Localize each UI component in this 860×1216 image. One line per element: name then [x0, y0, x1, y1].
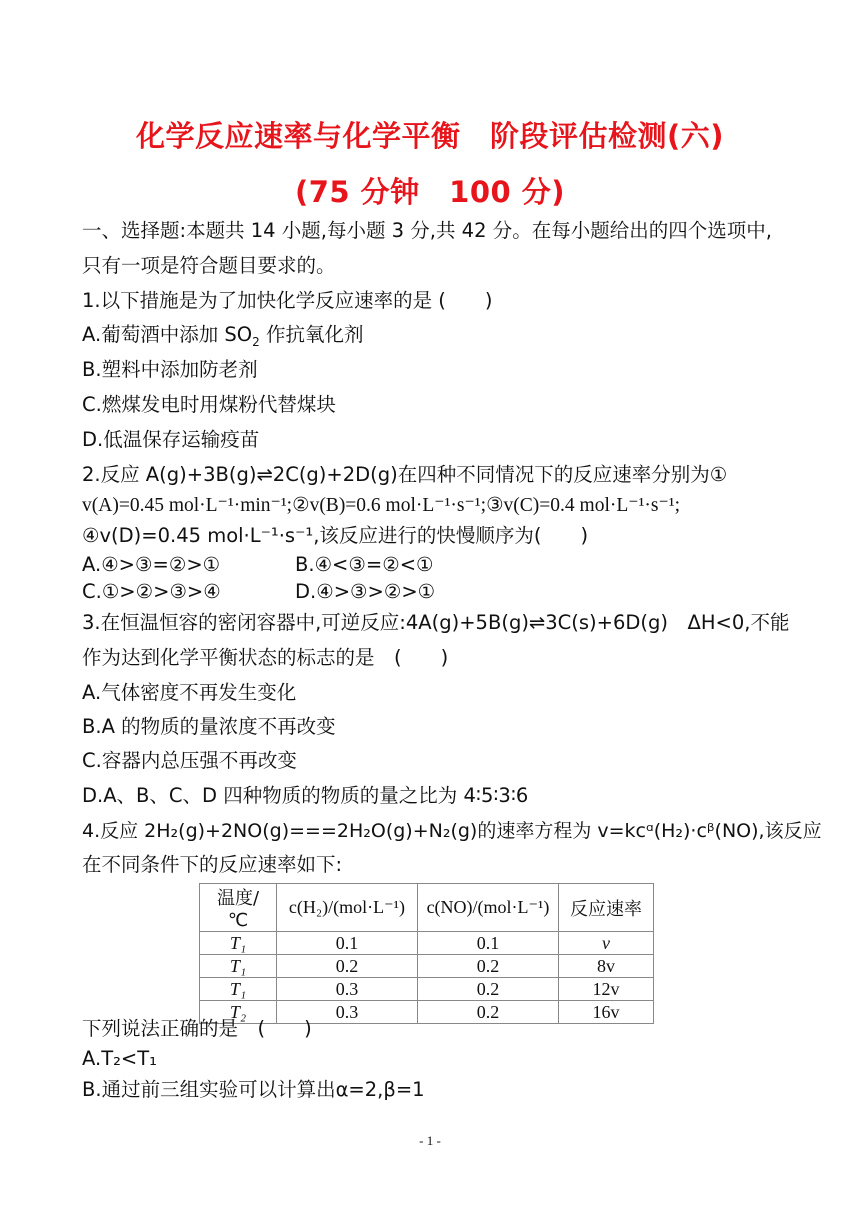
page-title: 化学反应速率与化学平衡 阶段评估检测(六)	[135, 119, 724, 153]
q1-option-a-post: 作抗氧化剂	[259, 323, 364, 346]
q1-option-b: B.塑料中添加防老剂	[82, 358, 258, 381]
table-header-cell: 温度/ ℃	[200, 884, 277, 932]
table-header-cell: 反应速率	[559, 884, 654, 932]
table-header-cell: c(NO)/(mol·L⁻¹)	[418, 884, 559, 932]
table-cell: 0.1	[418, 932, 559, 955]
q3-option-c: C.容器内总压强不再改变	[82, 749, 297, 772]
q1-option-d: D.低温保存运输疫苗	[82, 428, 260, 451]
section-instruction-line2: 只有一项是符合题目要求的。	[82, 254, 336, 277]
table-cell: 12v	[559, 978, 654, 1001]
q2-option-c: C.①>②>③>④	[82, 580, 221, 603]
q3-option-a: A.气体密度不再发生变化	[82, 681, 297, 704]
table-cell: 8v	[559, 955, 654, 978]
q2-option-a: A.④>③=②>①	[82, 553, 221, 576]
table-cell: T₁	[200, 955, 277, 978]
q3-option-d: D.A、B、C、D 四种物质的物质的量之比为 4∶5∶3∶6	[82, 784, 529, 807]
table-row	[200, 955, 654, 978]
q1-option-a-pre: A.葡萄酒中添加 SO	[82, 323, 253, 346]
table-cell: T₁	[200, 978, 277, 1001]
table-cell: v	[559, 932, 654, 955]
q2-option-d: D.④>③>②>①	[295, 580, 436, 603]
table-cell: 0.2	[418, 978, 559, 1001]
q3-line2: 作为达到化学平衡状态的标志的是 ( )	[82, 646, 449, 669]
table-cell: 16v	[559, 1001, 654, 1024]
section-instruction-line1: 一、选择题:本题共 14 小题,每小题 3 分,共 42 分。在每小题给出的四个选项中,	[82, 219, 772, 242]
q4-line2: 在不同条件下的反应速率如下:	[82, 853, 343, 876]
table-cell: T₁	[200, 932, 277, 955]
q3-option-b: B.A 的物质的量浓度不再改变	[82, 715, 336, 738]
q1-option-a-sub: 2	[252, 334, 260, 349]
page-subtitle: (75 分钟 100 分)	[294, 175, 566, 209]
table-cell: 0.2	[418, 1001, 559, 1024]
table-cell: 0.3	[277, 1001, 418, 1024]
q4-option-a: A.T₂<T₁	[82, 1047, 157, 1070]
table-cell: 0.2	[277, 955, 418, 978]
q2-option-b: B.④<③=②<①	[295, 553, 434, 576]
q4-line1: 4.反应 2H₂(g)+2NO(g)===2H₂O(g)+N₂(g)的速率方程为 v=kcᵅ(H₂)·cᵝ(NO),该反应	[82, 820, 822, 842]
table-cell: 0.2	[418, 955, 559, 978]
table-cell: 0.3	[277, 978, 418, 1001]
q4-option-b: B.通过前三组实验可以计算出α=2,β=1	[82, 1078, 425, 1101]
q1-option-a	[82, 322, 363, 348]
table-row	[200, 978, 654, 1001]
q2-line1: 2.反应 A(g)+3B(g)⇌2C(g)+2D(g)在四种不同情况下的反应速率分别为①	[82, 463, 728, 486]
table-cell: 0.1	[277, 932, 418, 955]
table-header-cell: c(H₂)/(mol·L⁻¹)	[277, 884, 418, 932]
q1-option-c: C.燃煤发电时用煤粉代替煤块	[82, 393, 336, 416]
q3-line1: 3.在恒温恒容的密闭容器中,可逆反应:4A(g)+5B(g)⇌3C(s)+6D(g) ΔH<0,不能	[82, 611, 790, 634]
table-header-row	[200, 884, 654, 932]
page-number: - 1 -	[419, 1133, 441, 1148]
table-row	[200, 932, 654, 955]
table-cell: T₂	[200, 1001, 277, 1024]
q2-line3: ④v(D)=0.45 mol·L⁻¹·s⁻¹,该反应进行的快慢顺序为( )	[82, 524, 589, 547]
q2-line2: v(A)=0.45 mol·L⁻¹·min⁻¹;②v(B)=0.6 mol·L⁻¹·s⁻¹;③v(C)=0.4 mol·L⁻¹·s⁻¹;	[82, 495, 681, 516]
q1-stem: 1.以下措施是为了加快化学反应速率的是 ( )	[82, 289, 493, 312]
rate-data-table	[199, 883, 654, 1024]
q4-prompt: 下列说法正确的是 ( )	[82, 1017, 312, 1040]
